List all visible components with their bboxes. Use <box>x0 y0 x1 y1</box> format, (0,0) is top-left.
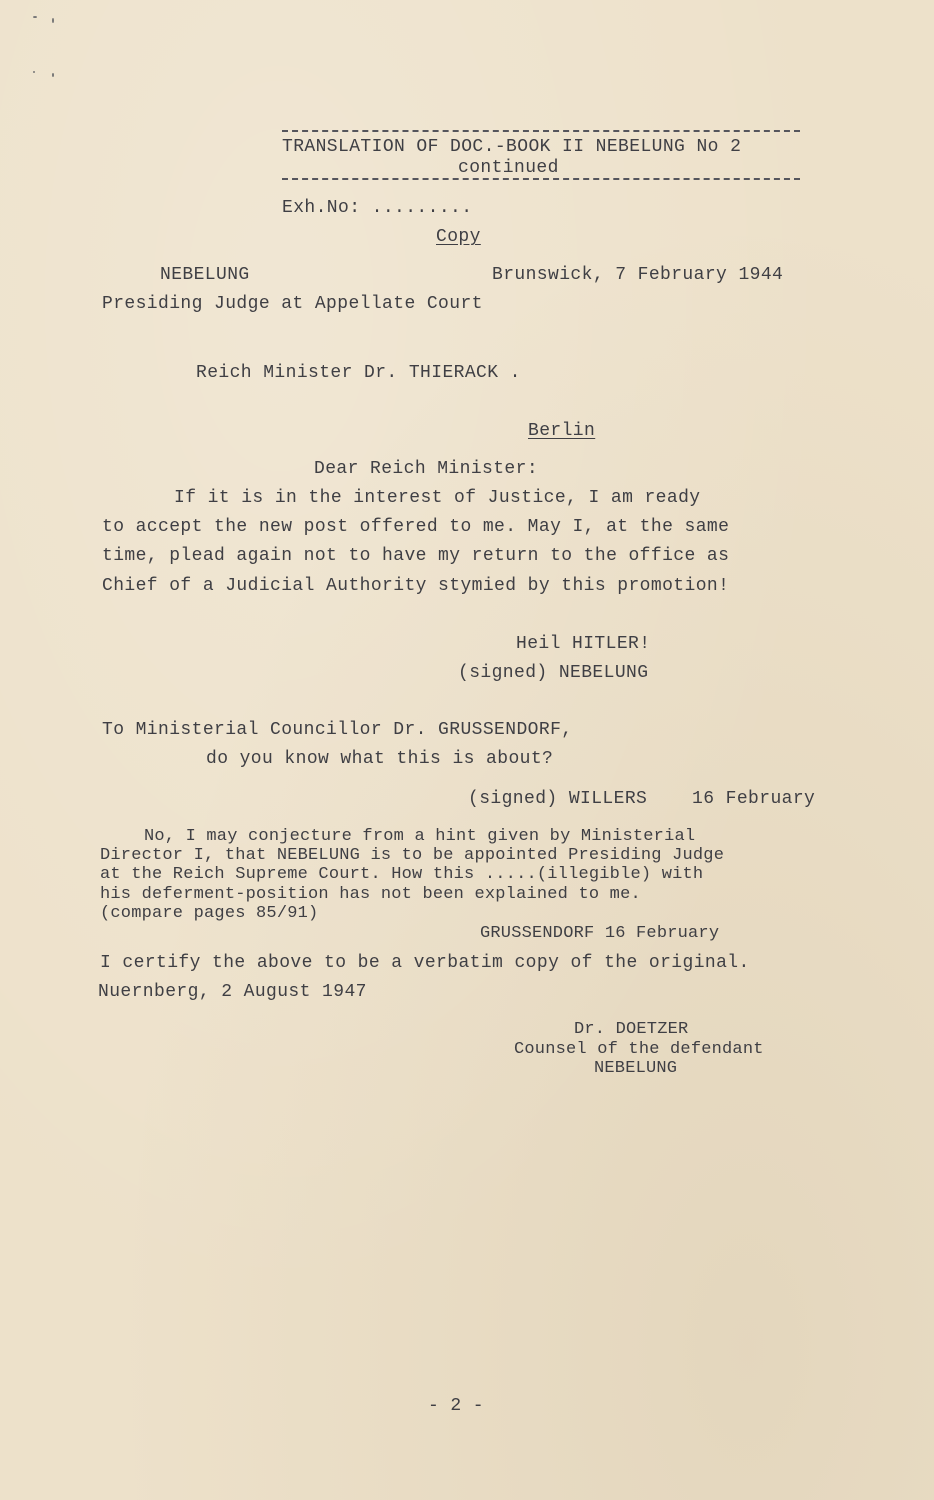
recipient-city: Berlin <box>528 421 596 441</box>
copy-heading: Copy <box>436 227 481 247</box>
exhibit-number: Exh.No: ......... <box>282 198 473 218</box>
reply-line: at the Reich Supreme Court. How this .....(illegible) with <box>100 865 704 884</box>
note-question: do you know what this is about? <box>206 749 554 769</box>
body-line: time, plead again not to have my return to the office as <box>102 546 730 566</box>
continued-label: continued <box>458 158 559 178</box>
sender-name: NEBELUNG <box>160 265 250 285</box>
ink-speck <box>33 71 35 73</box>
recipient: Reich Minister Dr. THIERACK . <box>196 363 521 383</box>
body-line: to accept the new post offered to me. May I, at the same <box>102 517 730 537</box>
closing: Heil HITLER! <box>516 634 651 654</box>
place-date: Brunswick, 7 February 1944 <box>492 265 784 285</box>
reply-line: Director I, that NEBELUNG is to be appointed Presiding Judge <box>100 846 725 865</box>
sender-title: Presiding Judge at Appellate Court <box>102 294 483 314</box>
body-line: If it is in the interest of Justice, I am ready <box>174 488 701 508</box>
certification-statement: I certify the above to be a verbatim copy of the original. <box>100 953 750 973</box>
header-rule-bottom <box>282 178 800 180</box>
certifier-role: Counsel of the defendant <box>514 1040 764 1059</box>
certification-place-date: Nuernberg, 2 August 1947 <box>98 982 367 1002</box>
certifier-client: NEBELUNG <box>594 1059 678 1078</box>
letter-signature: (signed) NEBELUNG <box>458 663 649 683</box>
certifier-name: Dr. DOETZER <box>574 1020 689 1039</box>
reply-line: (compare pages 85/91) <box>100 904 319 923</box>
header-rule-top <box>282 130 800 132</box>
page-number: - 2 - <box>428 1396 485 1416</box>
note-signature: (signed) WILLERS 16 February <box>468 789 816 809</box>
salutation: Dear Reich Minister: <box>314 459 539 479</box>
ink-speck <box>33 16 37 18</box>
note-addressee: To Ministerial Councillor Dr. GRUSSENDORF, <box>102 720 573 740</box>
reply-signature: GRUSSENDORF 16 February <box>480 924 720 943</box>
reply-line: No, I may conjecture from a hint given by Ministerial <box>144 827 696 846</box>
ink-speck <box>52 18 54 23</box>
ink-speck <box>52 73 54 77</box>
document-title: TRANSLATION OF DOC.-BOOK II NEBELUNG No 2 <box>282 137 742 157</box>
reply-line: his deferment-position has not been explained to me. <box>100 885 641 904</box>
body-line: Chief of a Judicial Authority stymied by this promotion! <box>102 576 730 596</box>
